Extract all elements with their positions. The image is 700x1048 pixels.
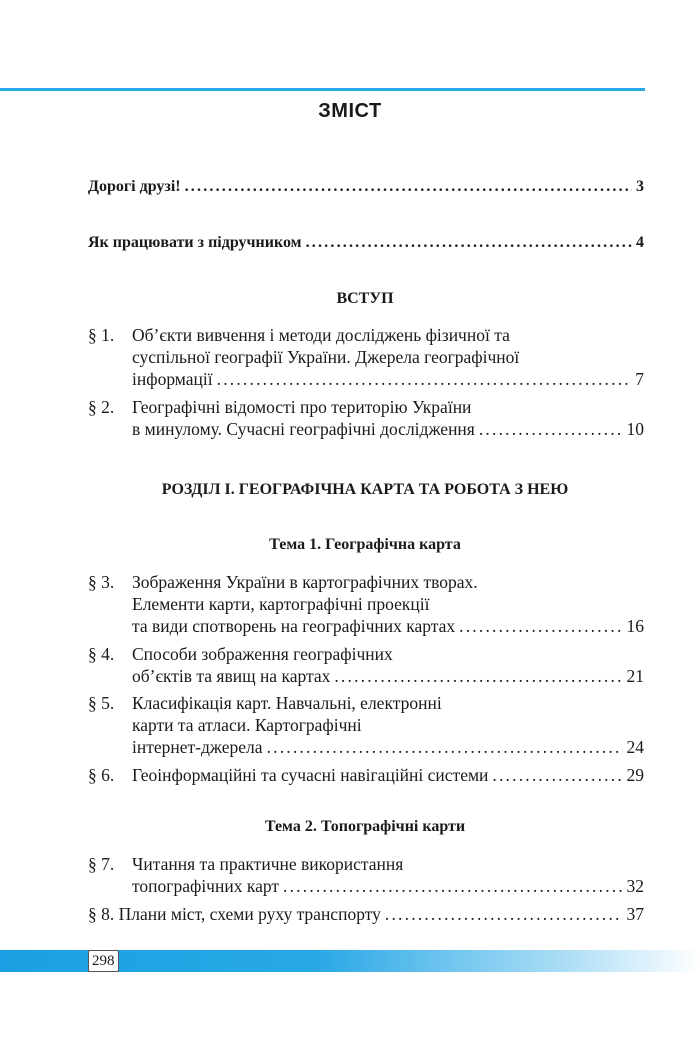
leader-dots [479, 418, 623, 440]
page-number: 32 [626, 876, 644, 896]
entry-label: Як працювати з підручником [88, 234, 302, 251]
page-number: 3 [636, 178, 644, 195]
page-number: 7 [635, 369, 644, 389]
entry-line: Об’єкти вивчення і методи досліджень фізичної та [132, 325, 510, 345]
topic-title-1: Тема 1. Географічна карта [269, 536, 461, 553]
paragraph-number: § 1. [88, 325, 115, 345]
paragraph-number: § 3. [88, 572, 115, 592]
toc-entry-p8[interactable] [88, 903, 644, 925]
leader-dots [306, 232, 632, 254]
page-folio: 298 [88, 950, 119, 972]
section-title-chapter-1: РОЗДІЛ І. ГЕОГРАФІЧНА КАРТА ТА РОБОТА З НЕЮ [161, 481, 569, 498]
entry-line: Геоінформаційні та сучасні навігаційні системи [132, 765, 489, 785]
leader-dots [334, 665, 622, 687]
paragraph-number: § 6. [88, 765, 115, 785]
entry-line: Читання та практичне використання [132, 854, 404, 874]
top-rule [0, 88, 645, 91]
entry-line: Зображення України в картографічних творах. [132, 572, 478, 592]
entry-line: Елементи карти, картографічні проекції [132, 594, 430, 614]
entry-line: та види спотворень на географічних картах [132, 616, 456, 636]
page-number: 37 [626, 904, 644, 924]
paragraph-number: § 4. [88, 644, 115, 664]
leader-dots [283, 875, 622, 897]
leader-dots [459, 615, 622, 637]
leader-dots [217, 368, 632, 390]
entry-line: об’єктів та явищ на картах [132, 666, 331, 686]
topic-title-2: Тема 2. Топографічні карти [264, 818, 466, 835]
page-number: 10 [626, 419, 644, 439]
entry-line: інтернет-джерела [132, 737, 263, 757]
entry-line: Способи зображення географічних [132, 644, 393, 664]
paragraph-number: § 8. [88, 904, 115, 924]
entry-line: Класифікація карт. Навчальні, електронні [132, 693, 442, 713]
leader-dots [385, 903, 623, 925]
entry-line: суспільної географії України. Джерела географічної [132, 347, 520, 367]
page-number: 4 [636, 234, 644, 251]
entry-line: Географічні відомості про територію України [132, 397, 472, 417]
entry-line: топографічних карт [132, 876, 280, 896]
entry-line: Плани міст, схеми руху транспорту [118, 904, 381, 924]
page-number: 24 [626, 737, 644, 757]
toc-entry-how-to-use[interactable] [88, 232, 644, 254]
entry-label: Дорогі друзі! [88, 178, 181, 195]
toc-heading: ЗМІСТ [318, 100, 382, 122]
paragraph-number: § 2. [88, 397, 115, 417]
page-number: 29 [626, 765, 644, 785]
section-title-intro: ВСТУП [336, 290, 394, 307]
entry-line: інформації [132, 369, 213, 389]
entry-line: в минулому. Сучасні географічні дослідження [132, 419, 475, 439]
toc-entry-dear-friends[interactable] [88, 176, 644, 198]
page-number: 16 [626, 616, 644, 636]
leader-dots [185, 176, 632, 198]
leader-dots [492, 764, 622, 786]
page-number: 21 [626, 666, 644, 686]
paragraph-number: § 7. [88, 854, 115, 874]
paragraph-number: § 5. [88, 693, 115, 713]
entry-line: карти та атласи. Картографічні [132, 715, 362, 735]
leader-dots [267, 736, 623, 758]
